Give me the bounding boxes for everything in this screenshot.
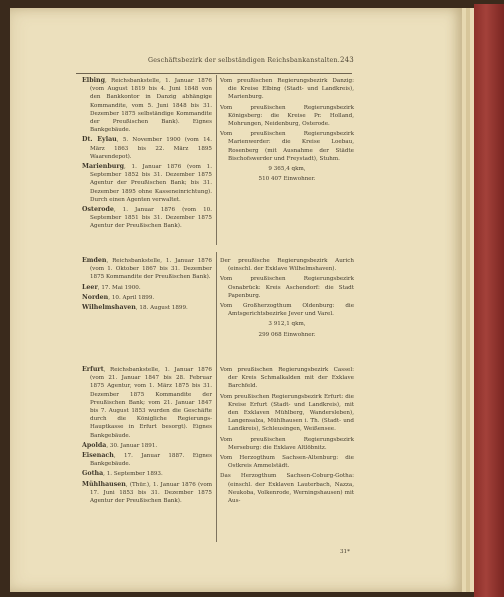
entry: Mühlhausen, (Thür.), 1. Januar 1876 (vom 17. Juni 1853 bis 31. Dezember 1875 Agentur der Preußischen Bank).	[82, 480, 212, 505]
entry: Osterode, 1. Januar 1876 (vom 10. September 1851 bis 31. Dezember 1875 Agentur der Preußischen Bank).	[82, 206, 212, 230]
entry: Dt. Eylau, 5. November 1900 (vom 14. März 1863 bis 22. März 1895 Waarendepot).	[82, 136, 212, 160]
section-3-right	[220, 366, 354, 507]
entry: Elbing, Reichsbankstelle, 1. Januar 1876 (vom August 1819 bis 4. Juni 1848 von den Bankkontor in Danzig abhängige Kommandite, vom 5. Juni 1848 bis 31. Dezember 1875 selbständige Kommandite der Preußischen Bank). Eignes Bankgebäude.	[82, 77, 212, 134]
column-divider	[216, 75, 217, 245]
entry: Emden, Reichsbankstelle, 1. Januar 1876 (vom 1. Oktober 1867 bis 31. Dezember 1875 Kommandite der Preußischen Bank).	[82, 257, 212, 281]
entry: Leer, 17. Mai 1900.	[82, 283, 141, 291]
section-1-right	[220, 77, 354, 185]
district-text: Vom preußischen Regierungsbezirk Osnabrück: Kreis Aschendorf: die Stadt Papenburg.	[220, 276, 354, 299]
area-total: 3 912,1 qkm,	[268, 321, 306, 328]
area-total: 9 365,4 qkm,	[268, 166, 306, 173]
section-2-left	[82, 257, 212, 314]
entry: Wilhelmshaven, 18. August 1899.	[82, 304, 188, 312]
section-1-left	[82, 77, 212, 233]
district-text: Vom Herzogthum Sachsen-Altenburg: die Ostkreis Ammelstädt.	[220, 455, 354, 470]
entry: Eisenach, 17. Januar 1887. Eignes Bankgebäude.	[82, 452, 212, 468]
entry: Gotha, 1. September 1893.	[82, 470, 163, 478]
district-text: Vom preußischen Regierungsbezirk Königsberg: die Kreise Pr. Holland, Mohrungen, Neidenburg, Osterode.	[220, 104, 354, 128]
district-text: Der preußische Regierungsbezirk Aurich (einschl. der Exklave Wilhelmshaven).	[220, 258, 354, 273]
population-total: 510 407 Einwohner.	[258, 176, 316, 183]
district-text: Vom preußischen Regierungsbezirk Cassel: der Kreis Schmalkalden mit der Exklave Barchfeld.	[220, 367, 354, 390]
district-text: Vom preußischen Regierungsbezirk Merseburg: die Exklave Altlöbnitz.	[220, 436, 354, 451]
header-rule	[76, 73, 352, 74]
column-divider	[216, 362, 217, 542]
district-text: Vom preußischen Regierungsbezirk Danzig: die Kreise Elbing (Stadt- und Landkreis), Marienburg.	[220, 78, 354, 101]
header-title: Geschäftsbezirk der selbständigen Reichsbankanstalten.	[148, 57, 340, 64]
printer-signature: 31*	[340, 549, 350, 555]
section-2-right	[220, 257, 354, 341]
entry: Norden, 10. April 1899.	[82, 293, 155, 301]
column-divider	[216, 252, 217, 362]
population-total: 299 068 Einwohner.	[258, 331, 316, 338]
entry: Apolda, 30. Januar 1891.	[82, 441, 158, 449]
district-text: Vom preußischen Regierungsbezirk Marienwerder: die Kreise Loebau, Rosenberg (mit Ausnahme der Städte Bischofswerder und Freystadt), Stuhm.	[220, 131, 354, 162]
district-text: Das Herzogthum Sachsen-Coburg-Gotha: (einschl. der Exklaven Lauterbach, Nazza, Neukoba, Volkenrode, Werningshausen) mit Aus-	[220, 473, 354, 505]
book-cover	[474, 4, 504, 597]
page-edge	[470, 8, 474, 592]
section-3-left	[82, 366, 212, 507]
page-number: 243	[340, 56, 354, 64]
district-text: Vom preußischen Regierungsbezirk Erfurt: die Kreise Erfurt (Stadt- und Landkreis), mit den Exklaven Mühlberg, Wandersleben), Langensalza, Mühlhausen i. Th. (Stadt- und Landkreis), Schleusingen, Weißensee.	[220, 393, 354, 433]
entry: Erfurt, Reichsbankstelle, 1. Januar 1876 (vom 21. Januar 1847 bis 28. Februar 1875 Agentur, vom 1. März 1875 bis 31. Dezember 1875 Kommandite der Preußischen Bank; vom 21. Januar 1847 bis 7. August 1853 wurden die Geschäfte durch die Königliche Regierungs-Hauptkasse in Erfurt besorgt). Eignes Bankgebäude.	[82, 366, 212, 439]
entry: Marienburg, 1. Januar 1876 (vom 1. September 1852 bis 31. Dezember 1875 Agentur der Preußischen Bank; bis 31. Dezember 1895 ohne Kasseneinrichtung). Durch einen Agenten verwaltet.	[82, 163, 212, 203]
district-text: Vom Großherzogthum Oldenburg: die Amtsgerichtsbezirke Jever und Varel.	[220, 303, 354, 318]
